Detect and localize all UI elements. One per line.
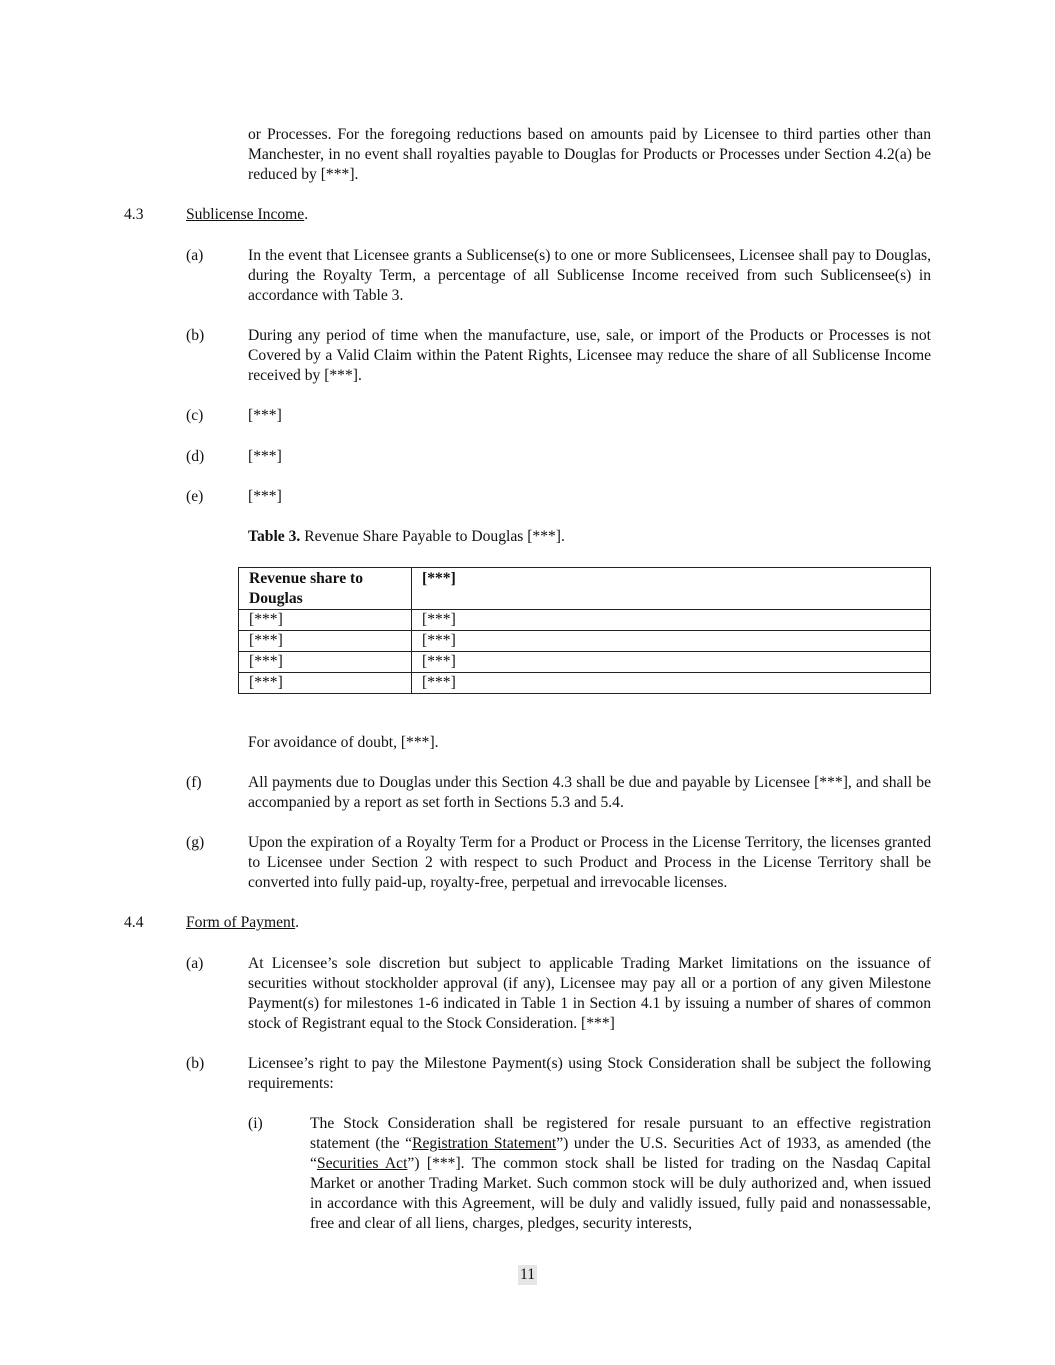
section-4-3-heading: Sublicense Income. [186,206,309,223]
table-cell: [***] [412,610,931,631]
revenue-share-table [238,567,931,694]
table-cell: [***] [239,652,412,673]
table-cell: [***] [239,673,412,694]
item-4-4-b-i-label: (i) [248,1115,263,1132]
intro-paragraph: or Processes. For the foregoing reductions based on amounts paid by Licensee to third parties other than Manchester, in no event shall royalties payable to Douglas for Products or Processes under Section 4.2(a) be reduced by [***]. [248,126,931,183]
item-4-3-f-text: All payments due to Douglas under this Section 4.3 shall be due and payable by Licensee [***], and shall be accompanied by a report as set forth in Sections 5.3 and 5.4. [248,774,931,811]
table-cell: [***] [412,673,931,694]
item-4-3-e-text: [***] [248,488,282,505]
table-header-row [239,568,931,610]
avoidance-of-doubt: For avoidance of doubt, [***]. [248,734,439,751]
item-4-3-g-label: (g) [186,834,205,851]
page-number: 11 [519,1266,535,1283]
section-4-3-number: 4.3 [124,206,144,223]
table-header-cell: Revenue share to Douglas [239,568,412,610]
item-i-text-part: ”) [***]. The common stock shall be listed for trading on the Nasdaq Capital Market or another Trading Market. Such common stock will be duly authorized and, when issued in accordance with this Agreement, will be duly and validly issued, fully paid and nonassessable, free and clear of all liens, charges, pledges, security interests, [310,1155,931,1232]
section-4-4-number: 4.4 [124,914,144,931]
item-4-3-d-text: [***] [248,448,282,465]
item-4-3-b-text: During any period of time when the manufacture, use, sale, or import of the Products or Processes is not Covered by a Valid Claim within the Patent Rights, Licensee may reduce the share of all Sublicense Income received by [***]. [248,327,931,384]
section-4-4-heading: Form of Payment. [186,914,300,931]
securities-act-term: Securities Act [316,1155,408,1172]
section-4-4-title: Form of Payment [186,914,296,931]
table-row [239,610,931,631]
item-4-3-f-label: (f) [186,774,202,791]
item-4-3-a-text: In the event that Licensee grants a Sublicense(s) to one or more Sublicensees, Licensee shall pay to Douglas, during the Royalty Term, a percentage of all Sublicense Income received from such Sublicensee(s) in accordance with Table 3. [248,247,931,304]
item-4-3-g-text: Upon the expiration of a Royalty Term for a Product or Process in the License Territory, the licenses granted to Licensee under Section 2 with respect to such Product and Process in the License Territory shall be converted into fully paid-up, royalty-free, perpetual and irrevocable licenses. [248,834,931,891]
item-4-4-a-text: At Licensee’s sole discretion but subject to applicable Trading Market limitations on the issuance of securities without stockholder approval (if any), Licensee may pay all or a portion of any given Milestone Payment(s) for milestones 1-6 indicated in Table 1 in Section 4.1 by issuing a number of shares of common stock of Registrant equal to the Stock Consideration. [***] [248,955,931,1032]
table-3-caption-label: Table 3. [248,528,301,545]
item-4-4-b-text: Licensee’s right to pay the Milestone Payment(s) using Stock Consideration shall be subject the following requirements: [248,1055,931,1092]
table-row [239,673,931,694]
item-4-3-e-label: (e) [186,488,204,505]
item-4-4-b-i-text [310,1114,931,1234]
registration-statement-term: Registration Statement [412,1135,557,1152]
table-cell: [***] [412,631,931,652]
table-header-cell: [***] [412,568,931,610]
item-4-3-c-label: (c) [186,407,204,424]
table-row [239,631,931,652]
table-cell: [***] [239,631,412,652]
item-4-3-c-text: [***] [248,407,282,424]
item-i-text-part: ”) under the U.S. Securities Act of 1933, as amended (the “ [310,1135,932,1172]
table-3-caption [248,527,565,547]
item-4-4-b-label: (b) [186,1055,205,1072]
item-4-3-d-label: (d) [186,448,205,465]
section-4-3-title: Sublicense Income [186,206,305,223]
table-cell: [***] [239,610,412,631]
table-cell: [***] [412,652,931,673]
table-row [239,652,931,673]
item-4-3-b-label: (b) [186,327,205,344]
item-4-3-a-label: (a) [186,247,204,264]
item-i-text-part: The Stock Consideration shall be registered for resale pursuant to an effective registration statement (the “ [310,1115,931,1152]
table-3-caption-text: Revenue Share Payable to Douglas [***]. [300,528,565,545]
item-4-4-a-label: (a) [186,955,204,972]
